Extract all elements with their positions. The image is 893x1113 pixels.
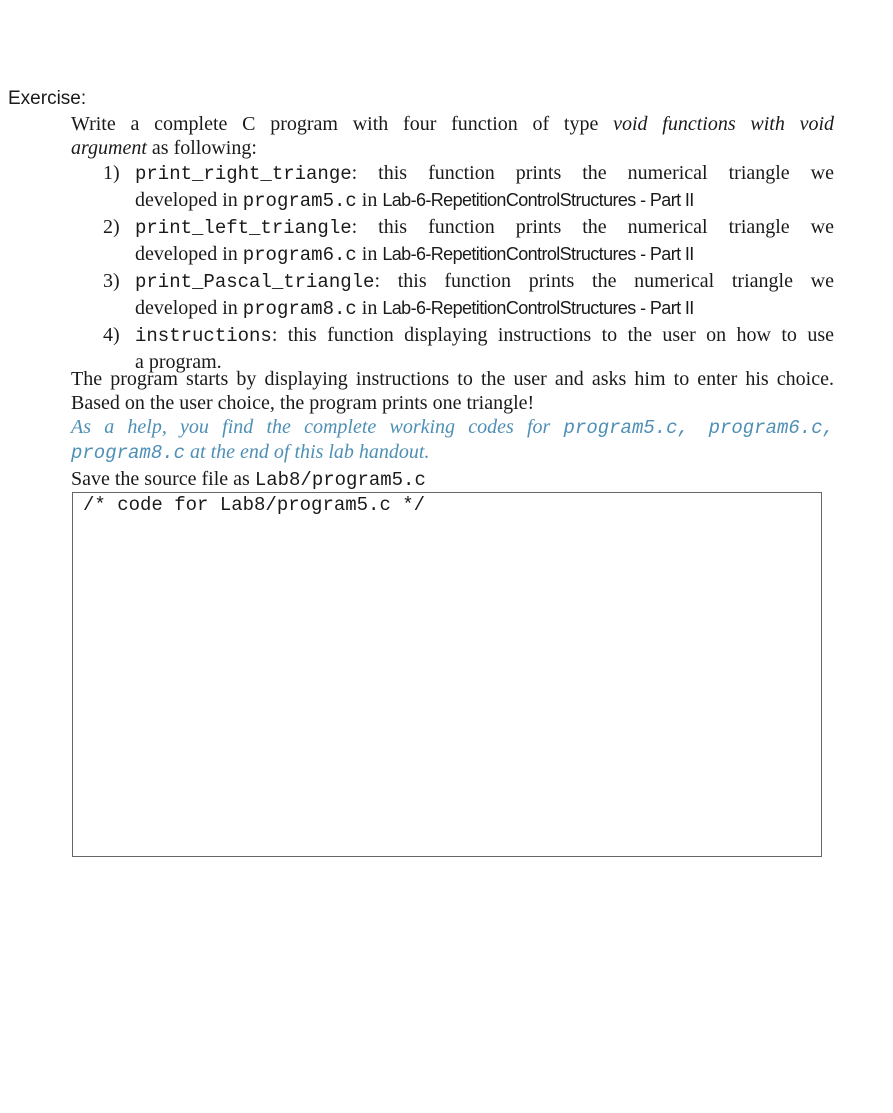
list-item <box>103 268 834 322</box>
function-name: instructions <box>135 325 272 347</box>
lab-reference: Lab-6-RepetitionControlStructures - Part II <box>382 298 694 318</box>
help-line-2 <box>71 441 429 463</box>
in-text: in <box>356 243 383 265</box>
function-desc: : this function prints the numerical triangle we <box>374 270 834 292</box>
item-number: 2) <box>103 216 120 238</box>
description-line-2: Based on the user choice, the program prints one triangle! <box>71 392 535 414</box>
item-line-1 <box>135 214 834 241</box>
item-number: 1) <box>103 162 120 184</box>
function-name: print_Pascal_triangle <box>135 271 375 293</box>
list-item <box>103 214 834 268</box>
item-line-2: a program. <box>135 351 222 373</box>
help-file: program8.c <box>71 442 186 464</box>
help-text: As a help, you find the complete working codes for <box>71 416 564 438</box>
intro-line-1 <box>71 112 834 136</box>
list-item <box>103 160 834 214</box>
lab-reference: Lab-6-RepetitionControlStructures - Part II <box>382 190 694 210</box>
program-description <box>71 367 834 415</box>
item-number: 4) <box>103 324 120 346</box>
description-line-1: The program starts by displaying instructions to the user and asks him to enter his choice. <box>71 368 834 390</box>
in-text: in <box>356 297 383 319</box>
developed-text: developed in <box>135 189 243 211</box>
help-files: program5.c, program6.c, <box>563 417 834 439</box>
item-number: 3) <box>103 270 120 292</box>
function-desc: : this function displaying instructions to the user on how to use <box>271 324 834 346</box>
item-line-1 <box>135 268 834 295</box>
developed-text: developed in <box>135 297 243 319</box>
function-list <box>103 160 834 375</box>
function-desc: : this function prints the numerical triangle we <box>351 162 834 184</box>
item-line-1 <box>135 322 834 349</box>
help-note <box>71 415 834 465</box>
lab-reference: Lab-6-RepetitionControlStructures - Part II <box>382 244 694 264</box>
function-name: print_right_triange <box>135 163 352 185</box>
exercise-heading: Exercise: <box>8 88 87 109</box>
file-name: program8.c <box>242 298 357 320</box>
item-line-2 <box>135 189 694 211</box>
code-placeholder: /* code for Lab8/program5.c */ <box>83 494 426 516</box>
intro-line-2 <box>71 137 257 159</box>
help-text-2: at the end of this lab handout. <box>185 441 430 463</box>
code-answer-box[interactable] <box>72 492 822 857</box>
save-file-name: Lab8/program5.c <box>254 469 426 491</box>
item-line-2 <box>135 297 694 319</box>
item-line-1 <box>135 160 834 187</box>
intro-text-2: as following: <box>146 137 257 159</box>
intro-paragraph <box>71 112 834 160</box>
file-name: program6.c <box>242 244 357 266</box>
in-text: in <box>356 189 383 211</box>
developed-text: developed in <box>135 243 243 265</box>
intro-emphasis: void functions with void <box>613 113 835 135</box>
save-instruction <box>71 467 834 492</box>
intro-emphasis-2: argument <box>71 137 147 159</box>
item-line-2 <box>135 243 694 265</box>
file-name: program5.c <box>242 190 357 212</box>
help-line-1 <box>71 415 834 440</box>
save-text: Save the source file as <box>71 468 255 490</box>
function-desc: : this function prints the numerical triangle we <box>351 216 834 238</box>
intro-text: Write a complete C program with four function of type <box>71 113 614 135</box>
function-name: print_left_triangle <box>135 217 352 239</box>
